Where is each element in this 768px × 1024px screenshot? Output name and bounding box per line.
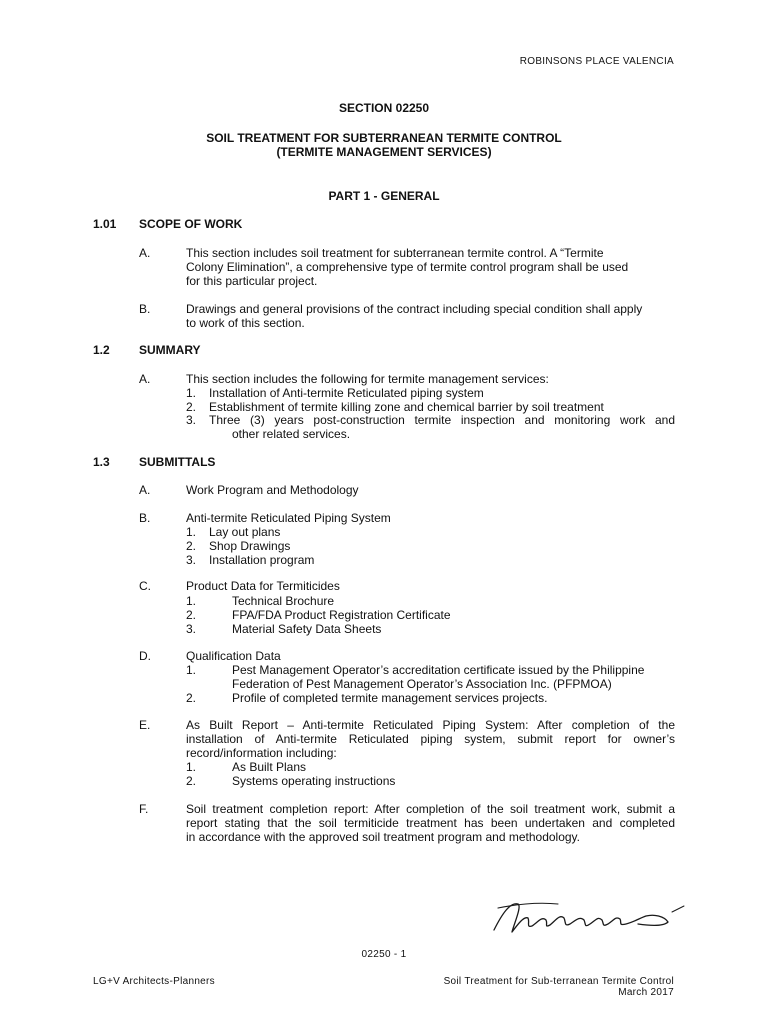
footer-firm: LG+V Architects-Planners — [93, 976, 215, 987]
list-item: Pest Management Operator’s accreditation certificate issued by the Philippine — [232, 663, 645, 677]
submittals-f-letter: F. — [139, 802, 149, 816]
section-title: SECTION 02250 — [338, 101, 430, 115]
page-number: 02250 - 1 — [361, 949, 407, 960]
footer-document-title: Soil Treatment for Sub-terranean Termite Control March 2017 — [443, 976, 674, 998]
list-item: Installation program — [209, 553, 315, 567]
scope-number: 1.01 — [93, 217, 117, 231]
summary-a-text: This section includes the following for termite management services: — [186, 372, 549, 386]
list-item: Lay out plans — [209, 525, 281, 539]
list-item-number: 2. — [186, 608, 197, 622]
list-item: Shop Drawings — [209, 539, 291, 553]
submittals-f-paragraph: Soil treatment completion report: After completion of the soil treatment work, submit a report stating that the soil termiticide treatment has been undertaken and completed in accordance with the approved soil treatment program and methodology. — [186, 802, 675, 844]
signature-image — [488, 894, 688, 940]
document-title-line2: (TERMITE MANAGEMENT SERVICES) — [276, 145, 492, 159]
submittals-c-letter: C. — [139, 579, 151, 593]
submittals-d-letter: D. — [139, 649, 151, 663]
scope-a-paragraph: This section includes soil treatment for subterranean termite control. A “Termite Colony Elimination”, a comprehensive type of termite control program shall be used for this particular project. — [186, 246, 629, 288]
list-item: Establishment of termite killing zone and chemical barrier by soil treatment — [209, 400, 604, 414]
list-item-number: 2. — [186, 691, 197, 705]
list-item-number: 2. — [186, 774, 197, 788]
list-item: Profile of completed termite management services projects. — [232, 691, 548, 705]
list-item-number: 2. — [186, 539, 197, 553]
document-title-line1: SOIL TREATMENT FOR SUBTERRANEAN TERMITE CONTROL — [206, 131, 562, 145]
list-item: FPA/FDA Product Registration Certificate — [232, 608, 451, 622]
list-item-continuation: Federation of Pest Management Operator’s Association Inc. (PFPMOA) — [232, 677, 612, 691]
list-item-number: 1. — [186, 386, 197, 400]
scope-b-paragraph: Drawings and general provisions of the contract including special condition shall apply to work of this section. — [186, 302, 643, 330]
list-item-number: 3. — [186, 622, 197, 636]
submittals-e-paragraph: As Built Report – Anti-termite Reticulated Piping System: After completion of the installation of Anti-termite Reticulated piping system, submit report for owner’s record/information including: — [186, 718, 675, 760]
submittals-a-letter: A. — [139, 483, 151, 497]
submittals-b-letter: B. — [139, 511, 151, 525]
list-item-number: 1. — [186, 663, 197, 677]
list-item-number: 3. — [186, 413, 197, 427]
list-item: Material Safety Data Sheets — [232, 622, 382, 636]
list-item-number: 3. — [186, 553, 197, 567]
list-item-number: 1. — [186, 760, 197, 774]
summary-heading: SUMMARY — [139, 343, 201, 357]
list-item: As Built Plans — [232, 760, 307, 774]
list-item: Three (3) years post-construction termite inspection and monitoring work and — [209, 413, 675, 427]
submittals-d-text: Qualification Data — [186, 649, 281, 663]
part-heading: PART 1 - GENERAL — [328, 189, 440, 203]
scope-heading: SCOPE OF WORK — [139, 217, 243, 231]
submittals-a-text: Work Program and Methodology — [186, 483, 359, 497]
list-item-number: 2. — [186, 400, 197, 414]
list-item-number: 1. — [186, 594, 197, 608]
list-item-number: 1. — [186, 525, 197, 539]
list-item-continuation: other related services. — [232, 427, 351, 441]
list-item: Technical Brochure — [232, 594, 335, 608]
summary-number: 1.2 — [93, 343, 110, 357]
submittals-number: 1.3 — [93, 455, 110, 469]
list-item: Systems operating instructions — [232, 774, 396, 788]
list-item: Installation of Anti-termite Reticulated piping system — [209, 386, 484, 400]
project-header: ROBINSONS PLACE VALENCIA — [519, 56, 674, 67]
submittals-c-text: Product Data for Termiticides — [186, 579, 340, 593]
summary-a-letter: A. — [139, 372, 151, 386]
submittals-heading: SUBMITTALS — [139, 455, 216, 469]
submittals-e-letter: E. — [139, 718, 151, 732]
scope-a-letter: A. — [139, 246, 151, 260]
scope-b-letter: B. — [139, 302, 151, 316]
submittals-b-text: Anti-termite Reticulated Piping System — [186, 511, 391, 525]
